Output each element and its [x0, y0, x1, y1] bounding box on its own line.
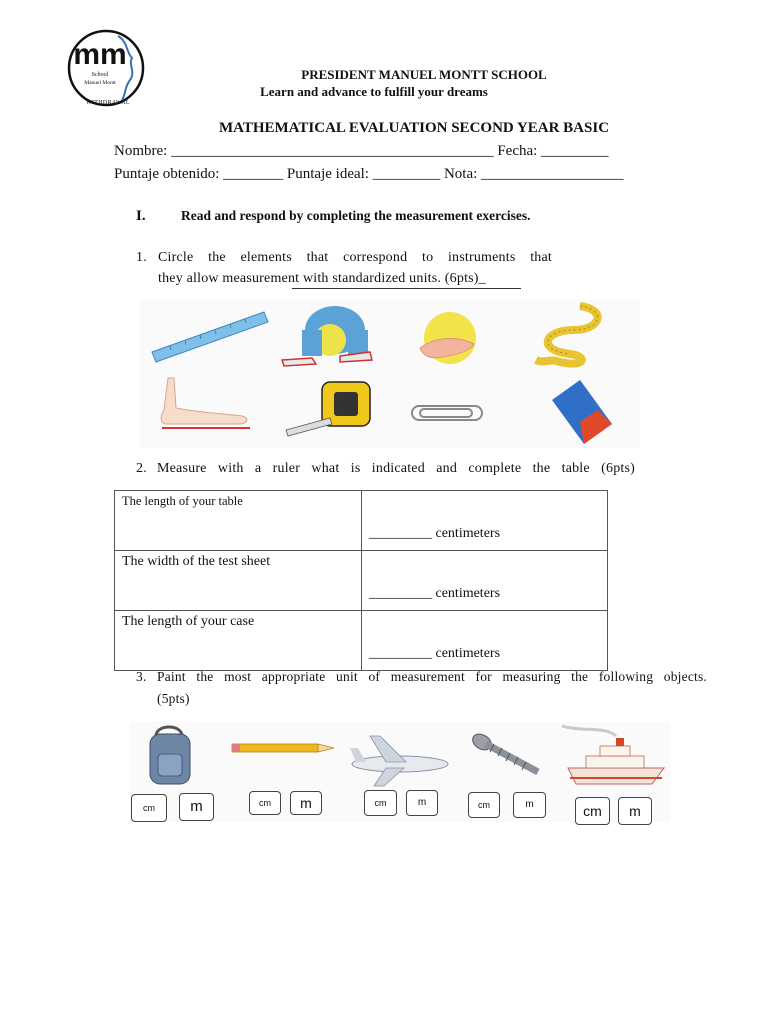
q1-underline: [292, 288, 521, 289]
unit-box-m[interactable]: m: [618, 797, 652, 825]
school-motto: Learn and advance to fulfill your dreams: [260, 84, 488, 99]
unit-box-cm[interactable]: cm: [131, 794, 167, 822]
pencil-image: [232, 744, 334, 752]
q1-line1: Circle the elements that correspond to instruments that: [158, 250, 552, 265]
logo-line2: Manuel Montt: [84, 80, 116, 86]
row-answer[interactable]: _________ centimeters: [362, 551, 608, 611]
unit-box-m[interactable]: m: [513, 792, 546, 818]
q3-line2: (5pts): [157, 691, 190, 706]
unit-box-cm[interactable]: cm: [468, 792, 500, 818]
table-row: [115, 611, 608, 671]
logo-caption: WITHDRAWAL: [86, 100, 130, 106]
q1-line2: they allow measurement with standardized units. (6pts)_: [158, 271, 486, 286]
unit-box-m[interactable]: m: [179, 793, 214, 821]
section-instruction: Read and respond by completing the measurement exercises.: [181, 208, 531, 223]
q3-line1: Paint the most appropriate unit of measurement for measuring the following objects.: [157, 669, 707, 684]
backpack-image: [150, 727, 190, 784]
section-numeral: I.: [136, 208, 146, 224]
unit-box-m[interactable]: m: [406, 790, 438, 816]
row-item: The length of your case: [115, 611, 362, 671]
name-date-line: Nombre: ___________________________________________ Fecha: _________: [114, 143, 609, 159]
q1-image-grid: [140, 300, 640, 450]
score-line: Puntaje obtenido: ________ Puntaje ideal: _________ Nota: ___________________: [114, 166, 624, 182]
row-answer[interactable]: _________ centimeters: [362, 611, 608, 671]
logo-line1: School: [91, 72, 109, 78]
table-row: [115, 491, 608, 551]
unit-box-cm[interactable]: cm: [364, 790, 397, 816]
logo-letters: mm: [73, 38, 127, 71]
row-item: The length of your table: [115, 491, 362, 551]
table-row: [115, 551, 608, 611]
q3-number: 3.: [136, 669, 147, 684]
evaluation-title: MATHEMATICAL EVALUATION SECOND YEAR BASIC: [218, 120, 610, 136]
unit-box-cm[interactable]: cm: [249, 791, 281, 815]
school-name: PRESIDENT MANUEL MONTT SCHOOL: [301, 67, 547, 82]
measurement-table: [114, 490, 608, 671]
unit-box-cm[interactable]: cm: [575, 797, 610, 825]
q2-number: 2.: [136, 461, 147, 476]
q1-number: 1.: [136, 250, 147, 265]
row-answer[interactable]: _________ centimeters: [362, 491, 608, 551]
unit-box-m[interactable]: m: [290, 791, 322, 815]
q2-text: Measure with a ruler what is indicated and complete the table (6pts): [157, 461, 635, 476]
row-item: The width of the test sheet: [115, 551, 362, 611]
